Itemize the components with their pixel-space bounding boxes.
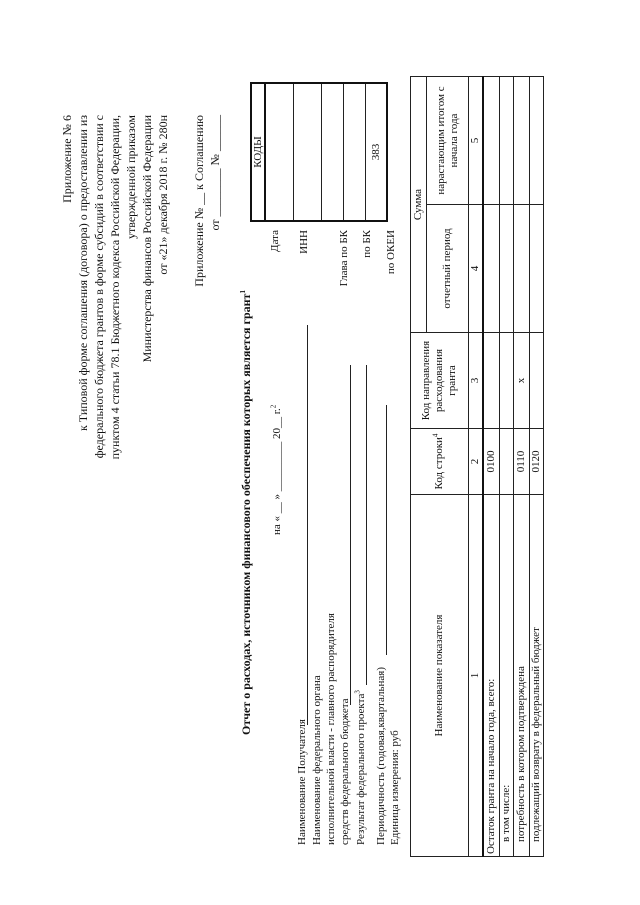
header-line-6: Министерства финансов Российской Федерации [140,115,154,363]
period-underline [386,405,387,655]
row-period-value[interactable] [529,205,543,333]
row-code: 0100 [483,429,499,495]
code-value-glava[interactable] [321,83,343,221]
report-date-line: на « __ » _________ 20__ г.$^2$ [269,404,283,535]
col-header-code: Код строки$^4$ [411,429,469,495]
code-label-bk: по БК [361,230,373,258]
col-header-direction: Код направления расходования гранта [411,333,469,429]
agreement-line-2: от ________ № ______ [208,115,222,231]
expense-report-table [410,76,544,857]
row-name: Остаток гранта на начало года, всего: [483,495,499,857]
row-name: подлежащий возврату в федеральный бюджет [529,495,543,857]
row-cumulative-value[interactable] [483,77,499,205]
col-number-1: 1 [469,495,484,857]
codes-header: КОДЫ [251,83,265,221]
project-underline [366,365,367,685]
header-line-2: к Типовой форме соглашения (договора) о предоставлении из [76,115,90,432]
col-header-period: отчетный период [427,205,469,333]
col-header-sum: Сумма [411,77,427,333]
row-code: 0110 [513,429,529,495]
row-code [499,429,513,495]
col-header-cumulative: нарастающим итогом с начала года [427,77,469,205]
code-label-okei: по ОКЕИ [385,230,397,275]
col-number-4: 4 [469,205,484,333]
code-value-inn[interactable] [293,83,321,221]
project-label: Результат федерального проекта$^3$ [353,690,367,845]
col-number-5: 5 [469,77,484,205]
header-line-4: пунктом 4 статьи 78.1 Бюджетного кодекса Российской Федерации, [108,115,122,460]
header-line-3: федерального бюджета грантов в форме субсидий в соответствии с [92,115,106,459]
row-direction [483,333,499,429]
recipient-underline [307,325,308,725]
row-cumulative-value[interactable] [529,77,543,205]
organ-label-line-1: Наименование федерального органа [311,675,323,845]
col-number-3: 3 [469,333,484,429]
report-title: Отчет о расходах, источником финансового обеспечения которых является грант$^1$ [239,290,253,735]
row-direction [499,333,513,429]
organ-label-line-2: исполнительной власти - главного распорядителя [325,613,337,845]
table-row [529,77,543,857]
unit-label: Единица измерения: руб [389,730,401,845]
row-name: потребность в котором подтверждена [513,495,529,857]
row-period-value[interactable] [499,205,513,333]
col-number-2: 2 [469,429,484,495]
organ-label-line-3: средств федерального бюджета [339,698,351,845]
row-period-value[interactable] [483,205,499,333]
code-label-date: Дата [269,230,281,252]
code-label-glava: Глава по БК [338,230,350,287]
row-cumulative-value[interactable] [513,77,529,205]
organ-underline [350,365,351,705]
row-direction [529,333,543,429]
table-row [483,77,499,857]
recipient-label: Наименование Получателя [296,719,308,845]
code-label-inn: ИНН [298,230,310,254]
period-label: Периодичность (годовая,квартальная) [375,667,387,845]
row-cumulative-value[interactable] [499,77,513,205]
code-value-bk[interactable] [343,83,365,221]
table-row [513,77,529,857]
codes-table [250,82,388,222]
header-line-7: от «21» декабря 2018 г. № 280н [156,115,170,275]
agreement-line-1: Приложение № __ к Соглашению [192,115,206,287]
code-value-date[interactable] [265,83,293,221]
row-direction: x [513,333,529,429]
row-name: в том числе: [499,495,513,857]
code-value-okei[interactable]: 383 [365,83,387,221]
row-period-value[interactable] [513,205,529,333]
table-row [499,77,513,857]
appendix-number: Приложение № 6 [60,115,74,203]
row-code: 0120 [529,429,543,495]
col-header-name: Наименование показателя [411,495,469,857]
header-line-5: утвержденной приказом [124,115,138,240]
